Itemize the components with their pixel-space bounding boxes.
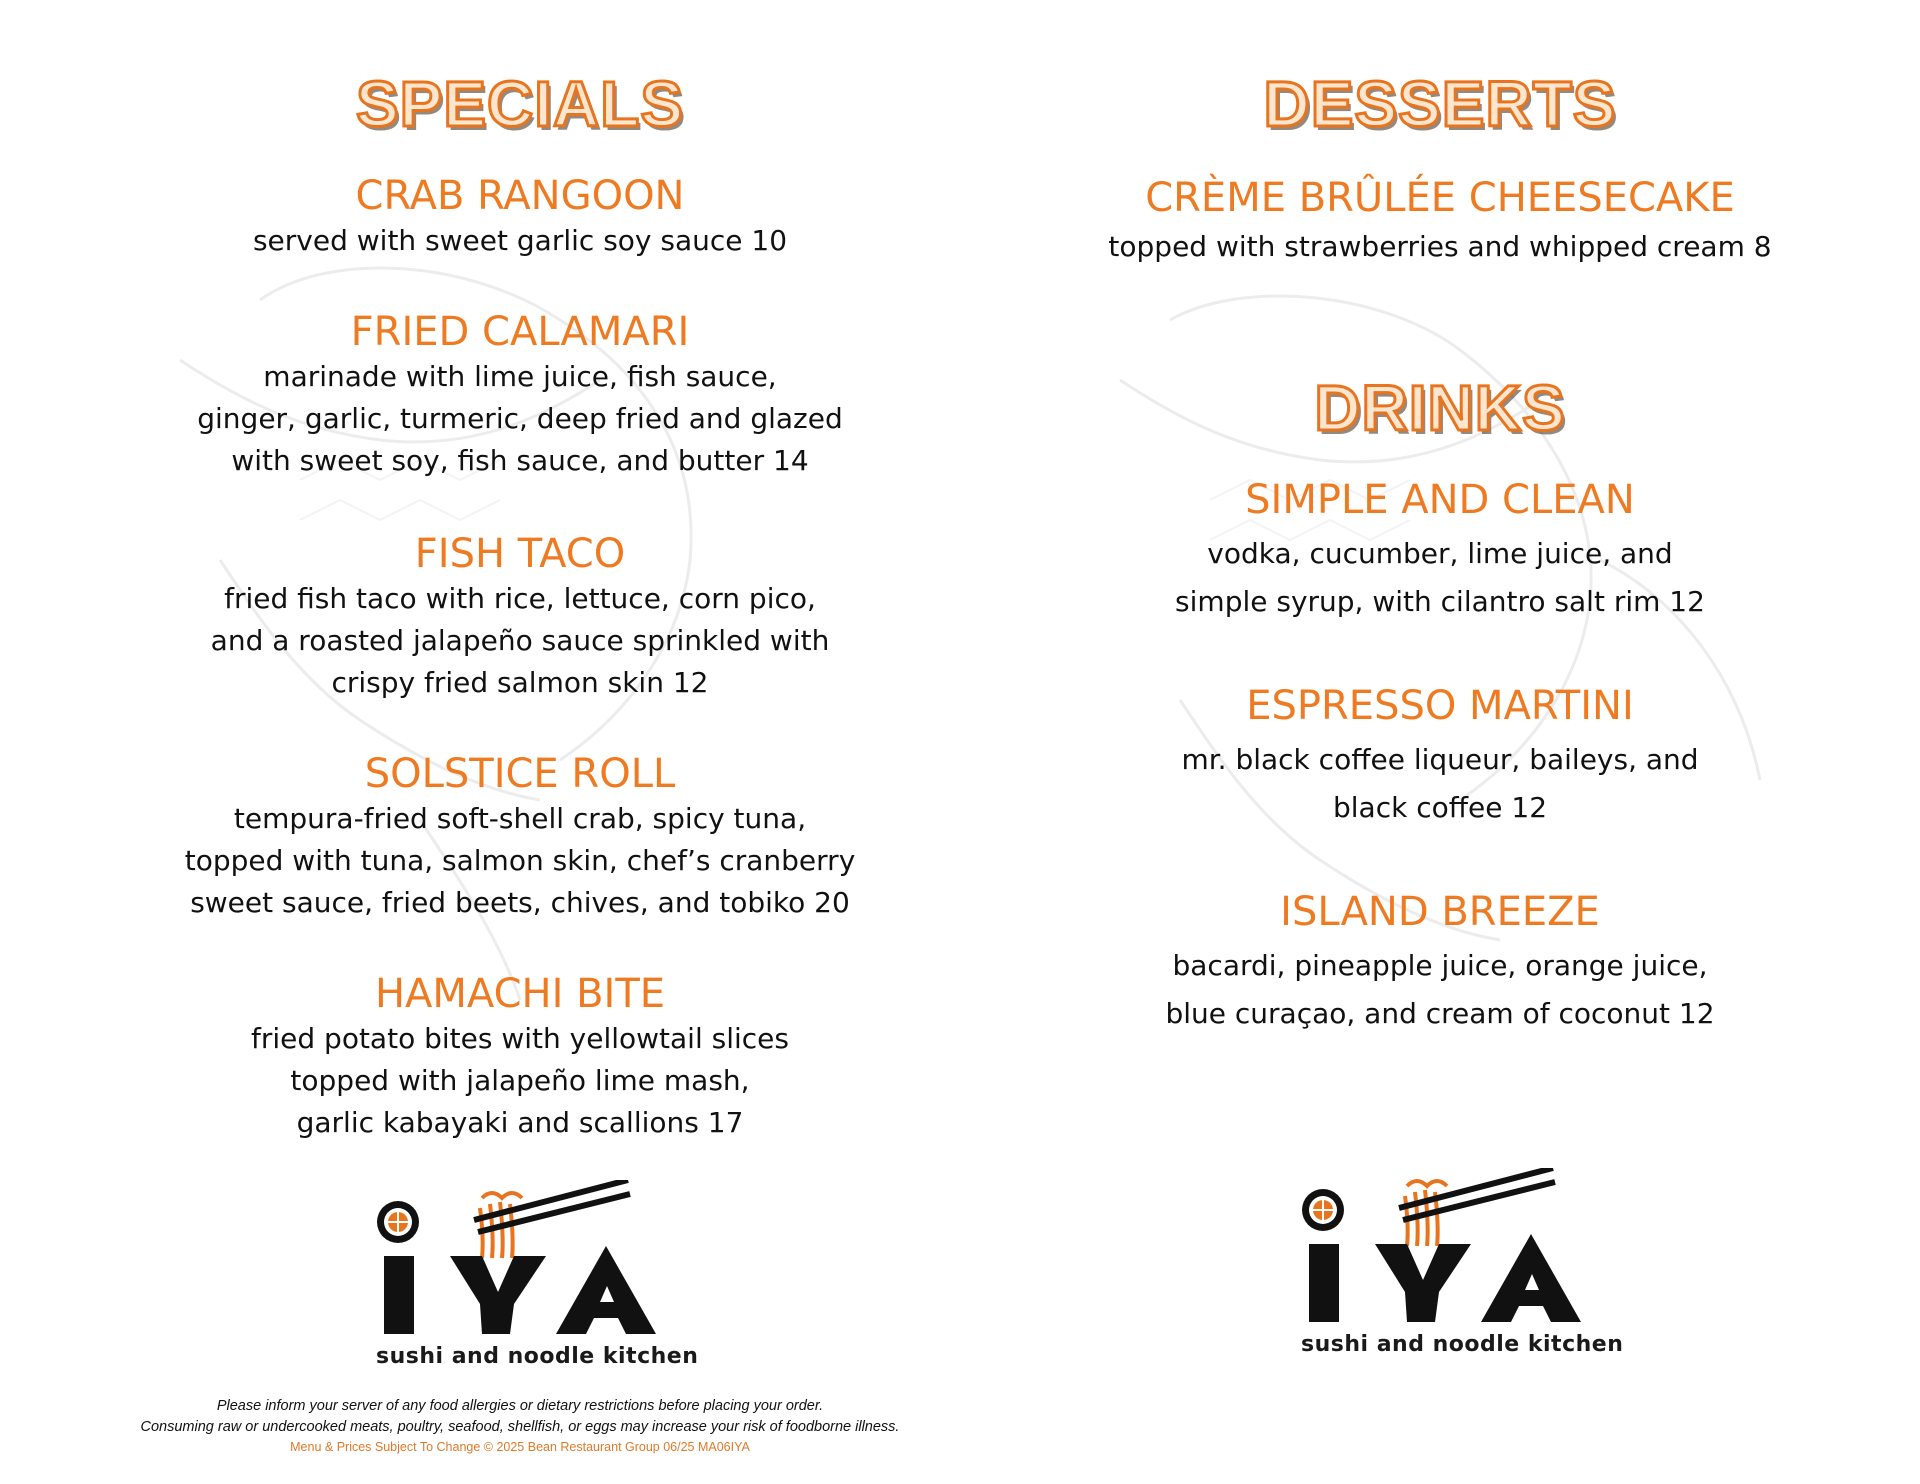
item-name: CRAB RANGOON [355,173,685,219]
item-description: topped with strawberries and whipped cream 8 [1108,230,1772,263]
item-description: bacardi, pineapple juice, orange juice, [1172,949,1708,982]
item-description: ginger, garlic, turmeric, deep fried and glazed [197,402,843,435]
iya-logo [370,1180,700,1380]
item-description: marinade with lime juice, fish sauce, [263,360,777,393]
item-name: ESPRESSO MARTINI [1246,683,1634,729]
item-name: FISH TACO [414,531,626,577]
item-description: and a roasted jalapeño sauce sprinkled with [210,624,830,657]
allergy-disclaimer [100,1396,940,1456]
menu-item [100,970,940,1144]
item-description: simple syrup, with cilantro salt rim 12 [1175,585,1705,618]
menu-item [1000,682,1880,832]
item-description: crispy fried salmon skin 12 [331,666,709,699]
item-description: fried fish taco with rice, lettuce, corn pico, [224,582,816,615]
desserts-drinks-column [1000,0,1880,1380]
logo-tagline: sushi and noodle kitchen [376,1344,699,1369]
item-name: ISLAND BREEZE [1280,889,1600,935]
item-description: with sweet soy, fish sauce, and butter 14 [231,444,809,477]
menu-item [100,172,940,262]
iya-logo [1295,1168,1625,1368]
item-description: black coffee 12 [1332,791,1548,824]
item-description: topped with jalapeño lime mash, [290,1064,750,1097]
specials-heading: SPECIALS [355,68,685,140]
item-name: FRIED CALAMARI [350,309,690,355]
item-description: fried potato bites with yellowtail slices [251,1022,789,1055]
iya-logo-mark [1295,1168,1625,1328]
item-name: HAMACHI BITE [374,971,666,1017]
disclaimer-line: Consuming raw or undercooked meats, poultry, seafood, shellfish, or eggs may increase your risk of foodborne illness. [140,1419,900,1435]
item-description: vodka, cucumber, lime juice, and [1207,537,1673,570]
menu-item [100,530,940,704]
item-description: tempura-fried soft-shell crab, spicy tuna, [233,802,807,835]
menu-item [100,750,940,924]
item-description: garlic kabayaki and scallions 17 [296,1106,744,1139]
desserts-heading: DESSERTS [1263,68,1617,140]
specials-column [100,0,940,1380]
menu-item [100,308,940,482]
item-name: SIMPLE AND CLEAN [1245,477,1635,523]
disclaimer-line: Please inform your server of any food allergies or dietary restrictions before placing your order. [216,1398,824,1414]
item-description: sweet sauce, fried beets, chives, and tobiko 20 [190,886,850,919]
menu-item [1000,888,1880,1038]
item-description: topped with tuna, salmon skin, chef’s cranberry [184,844,856,877]
item-description: mr. black coffee liqueur, baileys, and [1181,743,1699,776]
item-description: served with sweet garlic soy sauce 10 [252,224,788,257]
menu-item [1000,174,1880,268]
menu-item [1000,476,1880,626]
logo-tagline: sushi and noodle kitchen [1301,1332,1624,1357]
item-name: CRÈME BRÛLÉE CHEESECAKE [1145,175,1735,221]
item-name: SOLSTICE ROLL [364,751,676,797]
item-description: blue curaçao, and cream of coconut 12 [1165,997,1715,1030]
iya-logo-mark [370,1180,700,1340]
drinks-heading: DRINKS [1314,372,1566,444]
copyright-line: Menu & Prices Subject To Change © 2025 Bean Restaurant Group 06/25 MA06IYA [290,1440,750,1454]
